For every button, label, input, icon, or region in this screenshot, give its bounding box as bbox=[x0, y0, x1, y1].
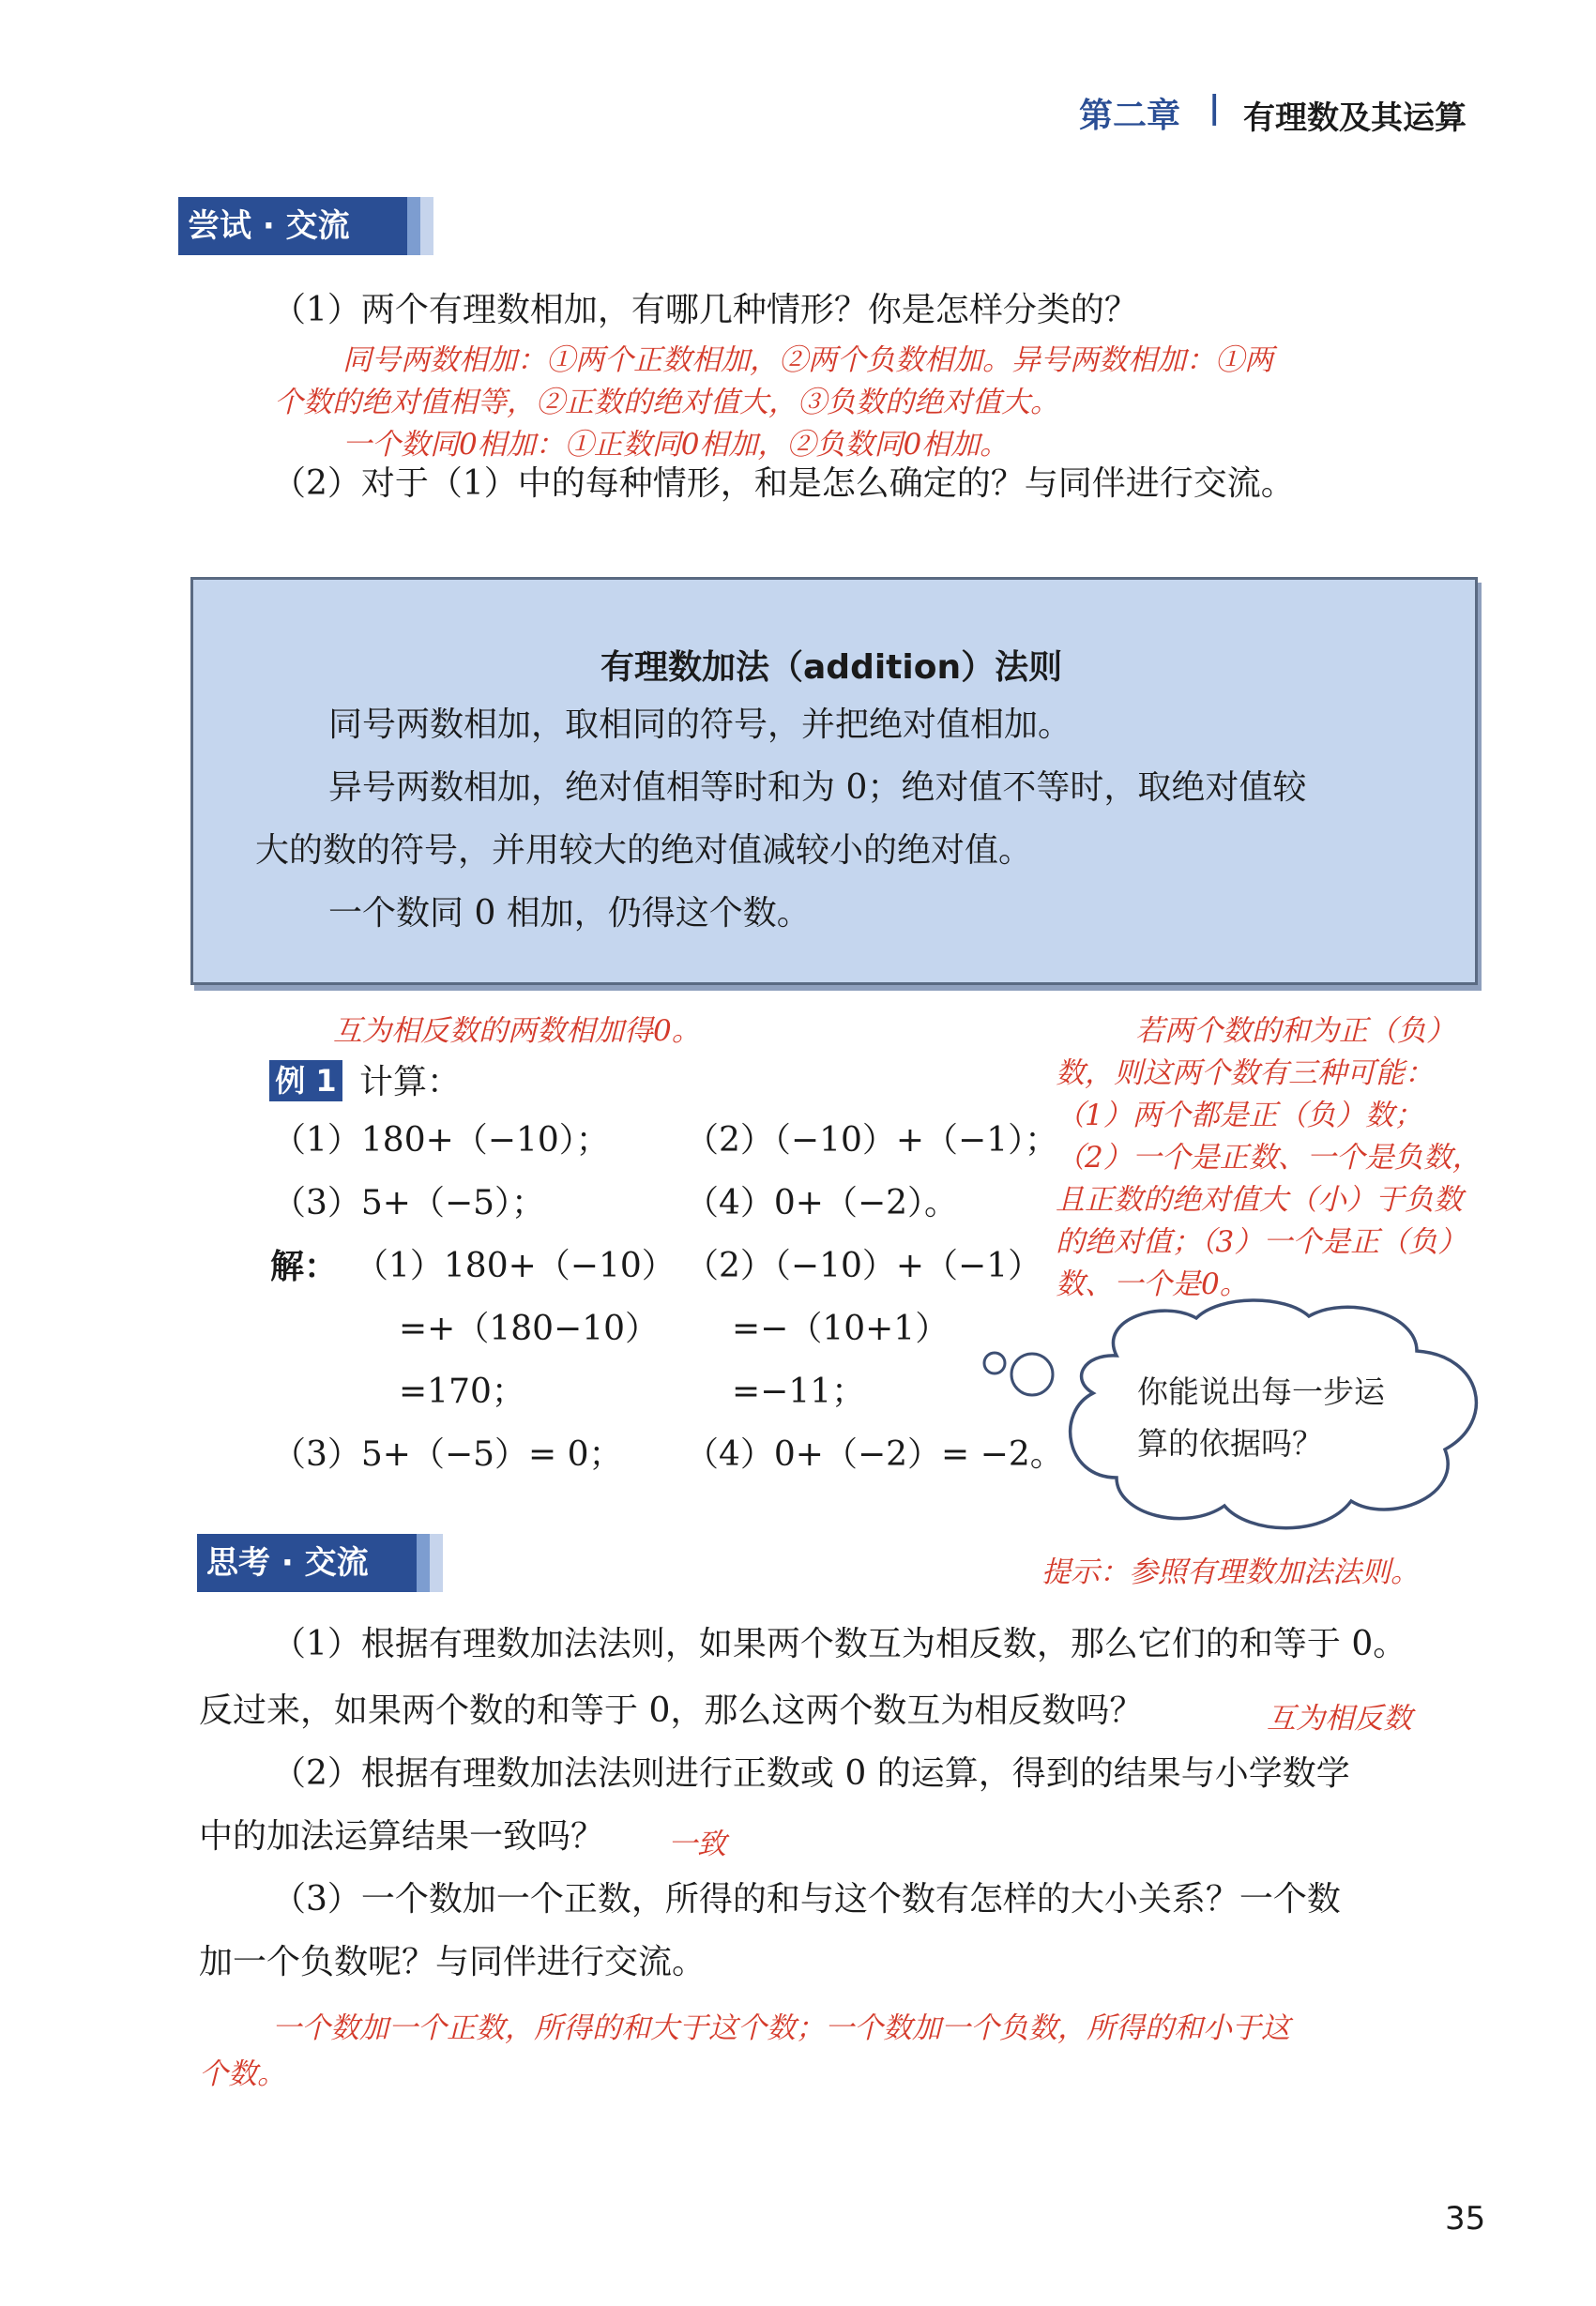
rule-line: 大的数的符号，并用较大的绝对值减较小的绝对值。 bbox=[255, 831, 1033, 870]
side-note-line: 若两个数的和为正（负） bbox=[1135, 1014, 1455, 1048]
solution-step: （2）（−10）+（−1） bbox=[685, 1247, 1042, 1285]
think-line: 加一个负数呢？与同伴进行交流。 bbox=[199, 1943, 707, 1981]
rule-line: 异号两数相加，绝对值相等时和为 0；绝对值不等时，取绝对值较 bbox=[328, 768, 1307, 807]
solution-step: （1）180+（−10） bbox=[355, 1247, 676, 1285]
solution-label: 解： bbox=[270, 1247, 339, 1286]
annotation-line: 同号两数相加：①两个正数相加，②两个负数相加。异号两数相加：①两 bbox=[342, 343, 1273, 377]
problem-2: （2）（−10）+（−1）； bbox=[685, 1121, 1059, 1160]
section-tag-try-exchange: 尝试 · 交流 bbox=[178, 197, 407, 255]
example-prompt: 计算： bbox=[359, 1063, 462, 1101]
section-tag-think-exchange: 思考 · 交流 bbox=[197, 1534, 417, 1592]
think-line: （3）一个数加一个正数，所得的和与这个数有怎样的大小关系？一个数 bbox=[272, 1880, 1341, 1919]
thought-bubble-icon bbox=[976, 1290, 1501, 1534]
solution-step: =+（180−10） bbox=[399, 1310, 660, 1348]
answer-annotation: 互为相反数 bbox=[1267, 1702, 1412, 1736]
side-note-line: （2）一个是正数、一个是负数， bbox=[1056, 1141, 1482, 1175]
think-line: （1）根据有理数加法法则，如果两个数互为相反数，那么它们的和等于 0。 bbox=[272, 1625, 1407, 1663]
question-2: （2）对于（1）中的每种情形，和是怎么确定的？与同伴进行交流。 bbox=[272, 464, 1295, 503]
solution-step: （4）0+（−2）= −2。 bbox=[685, 1435, 1064, 1474]
question-1: （1）两个有理数相加，有哪几种情形？你是怎样分类的？ bbox=[272, 291, 1138, 329]
bubble-text: 你能说出每一步运 bbox=[1137, 1373, 1385, 1410]
answer-annotation: 一个数加一个正数，所得的和大于这个数；一个数加一个负数，所得的和小于这 bbox=[272, 2011, 1290, 2045]
solution-step: （3）5+（−5）= 0； bbox=[272, 1435, 623, 1474]
rule-line: 同号两数相加，取相同的符号，并把绝对值相加。 bbox=[328, 705, 1072, 744]
problem-3: （3）5+（−5）； bbox=[272, 1184, 546, 1222]
side-note-line: 且正数的绝对值大（小）于负数 bbox=[1056, 1183, 1463, 1217]
answer-annotation: 一致 bbox=[668, 1828, 726, 1861]
annotation-line: 一个数同0相加：①正数同0相加，②负数同0相加。 bbox=[342, 428, 1010, 462]
solution-step: =−（10+1） bbox=[732, 1310, 950, 1348]
think-line: （2）根据有理数加法法则进行正数或 0 的运算，得到的结果与小学数学 bbox=[272, 1754, 1350, 1793]
chapter-label: 第二章 bbox=[1079, 97, 1181, 135]
answer-annotation: 个数。 bbox=[199, 2057, 286, 2091]
solution-step: =170； bbox=[399, 1373, 525, 1411]
side-note-line: 的绝对值；（3）一个是正（负） bbox=[1056, 1225, 1467, 1259]
think-line: 中的加法运算结果一致吗？ bbox=[199, 1817, 605, 1856]
header-separator: | bbox=[1208, 89, 1221, 127]
side-note-line: 数、一个是0。 bbox=[1056, 1267, 1249, 1301]
side-note-line: 数，则这两个数有三种可能： bbox=[1056, 1056, 1434, 1090]
bubble-text: 算的依据吗？ bbox=[1137, 1425, 1323, 1462]
chapter-title: 有理数及其运算 bbox=[1243, 99, 1467, 137]
think-line: 反过来，如果两个数的和等于 0，那么这两个数互为相反数吗？ bbox=[199, 1692, 1144, 1730]
rule-line: 一个数同 0 相加，仍得这个数。 bbox=[328, 894, 811, 933]
problem-1: （1）180+（−10）； bbox=[272, 1121, 610, 1160]
rule-title: 有理数加法（addition）法则 bbox=[600, 648, 1063, 687]
hint-annotation: 提示：参照有理数加法法则。 bbox=[1041, 1555, 1420, 1589]
solution-step: =−11； bbox=[732, 1373, 866, 1411]
annotation-line: 个数的绝对值相等，②正数的绝对值大，③负数的绝对值大。 bbox=[274, 386, 1059, 419]
side-note-line: （1）两个都是正（负）数； bbox=[1056, 1099, 1423, 1132]
page-number: 35 bbox=[1445, 2200, 1486, 2238]
example-label: 例 1 bbox=[269, 1060, 342, 1101]
annotation-opposite: 互为相反数的两数相加得0。 bbox=[333, 1014, 701, 1048]
problem-4: （4）0+（−2）。 bbox=[685, 1184, 959, 1222]
